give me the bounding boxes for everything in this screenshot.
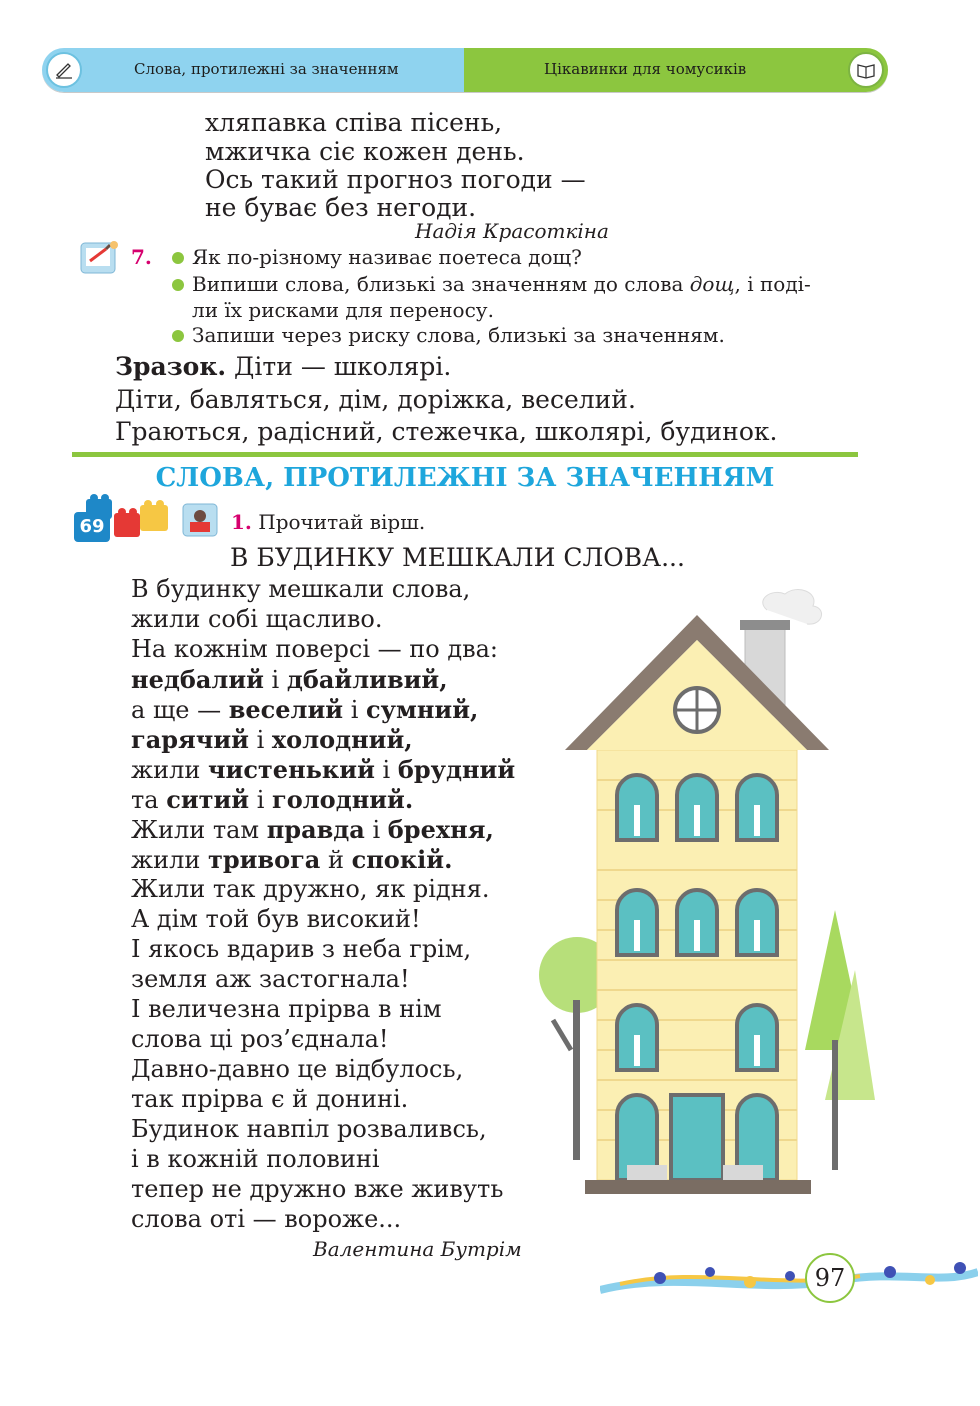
antonym-word: брехня, bbox=[387, 815, 494, 844]
antonym-word: недбалий bbox=[131, 665, 264, 694]
antonym-word: веселий bbox=[228, 695, 344, 724]
task-bullet-2-tail: , і поді- bbox=[734, 272, 811, 296]
poem-line bbox=[131, 725, 413, 754]
poem-text: і bbox=[343, 696, 367, 724]
house-illustration bbox=[535, 580, 875, 1230]
poem-text: Жили там bbox=[131, 816, 267, 844]
antonym-word: ситий bbox=[166, 785, 250, 814]
task-1-line bbox=[231, 510, 425, 534]
poem-line: хляпавка співа пісень, bbox=[205, 108, 503, 137]
poem-title: В БУДИНКУ МЕШКАЛИ СЛОВА... bbox=[230, 543, 685, 572]
poem-line bbox=[131, 665, 448, 694]
task-bullet-1: Як по-різному називає поетеса дощ? bbox=[192, 245, 582, 269]
writing-task-icon bbox=[78, 237, 122, 277]
poem-text: і bbox=[263, 666, 287, 694]
poem-line: жили собі щасливо. bbox=[131, 605, 383, 633]
antonym-word: правда bbox=[266, 815, 365, 844]
section-title: СЛОВА, ПРОТИЛЕЖНІ ЗА ЗНАЧЕННЯМ bbox=[155, 463, 775, 493]
poem-author: Надія Красоткіна bbox=[415, 219, 609, 243]
antonym-word: голодний bbox=[272, 785, 405, 814]
bullet-icon bbox=[172, 252, 184, 264]
poem-line: тепер не дружно вже живуть bbox=[131, 1175, 504, 1203]
poem-author: Валентина Бутрім bbox=[313, 1237, 522, 1261]
poem-text: і bbox=[374, 756, 398, 784]
poem-line bbox=[131, 755, 515, 784]
poem-text: та bbox=[131, 786, 167, 814]
poem-line: І величезна прірва в нім bbox=[131, 995, 442, 1023]
page-header bbox=[42, 48, 888, 92]
task-bullet-3: Запиши через риску слова, близькі за значенням. bbox=[192, 323, 725, 347]
poem-line: В будинку мешкали слова, bbox=[131, 575, 471, 603]
poem-text: жили bbox=[131, 756, 208, 784]
task-number: 1. bbox=[231, 510, 252, 534]
poem-line: слова ці роз’єднала! bbox=[131, 1025, 389, 1053]
antonym-word: брудний bbox=[397, 755, 516, 784]
section-divider bbox=[72, 452, 858, 457]
task-1-text: Прочитай вірш. bbox=[251, 510, 426, 534]
open-book-icon bbox=[848, 52, 884, 88]
header-left-label: Слова, протилежні за значенням bbox=[134, 60, 399, 78]
poem-text: а ще — bbox=[131, 696, 229, 724]
antonym-word: чистенький bbox=[207, 755, 375, 784]
poem-line: Давно-давно це відбулось, bbox=[131, 1055, 464, 1083]
antonym-word: спокій. bbox=[351, 845, 453, 874]
task-number: 7. bbox=[131, 245, 152, 269]
example-line bbox=[115, 352, 451, 381]
bullet-icon bbox=[172, 330, 184, 342]
poem-line: На кожнім поверсі — по два: bbox=[131, 635, 499, 663]
poem-line: Жили так дружно, як рідня. bbox=[131, 875, 490, 903]
pen-writing-icon bbox=[46, 52, 82, 88]
poem-text: і bbox=[249, 786, 273, 814]
poem-line: так прірва є й донині. bbox=[131, 1085, 409, 1113]
task-bullet-2 bbox=[192, 272, 811, 296]
poem-line: не буває без негоди. bbox=[205, 193, 477, 222]
poem-line: і в кожній половині bbox=[131, 1145, 380, 1173]
flowers-decoration bbox=[600, 1250, 978, 1306]
task-bullet-2-word: дощ bbox=[689, 272, 735, 296]
exercise-line: Граються, радісний, стежечка, школярі, будинок. bbox=[115, 417, 778, 446]
poem-line: А дім той був високий! bbox=[131, 905, 421, 933]
poem-line: слова оті — вороже... bbox=[131, 1205, 402, 1233]
antonym-word: дбайливий, bbox=[286, 665, 448, 694]
poem-line: земля аж застогнала! bbox=[131, 965, 410, 993]
page-number: 97 bbox=[805, 1253, 855, 1303]
lesson-number-badge: 69 bbox=[74, 512, 110, 542]
poem-line: мжичка сіє кожен день. bbox=[205, 137, 525, 166]
poem-line: Будинок навпіл розваливсь, bbox=[131, 1115, 487, 1143]
reading-task-icon bbox=[180, 500, 222, 540]
poem-text: й bbox=[320, 846, 352, 874]
exercise-line: Діти, бавляться, дім, доріжка, веселий. bbox=[115, 385, 636, 414]
antonym-word: гарячий bbox=[131, 725, 249, 754]
poem-line: І якось вдарив з неба грім, bbox=[131, 935, 472, 963]
poem-line: Ось такий прогноз погоди — bbox=[205, 165, 586, 194]
antonym-word: тривога bbox=[207, 845, 321, 874]
poem-text: і bbox=[248, 726, 272, 754]
poem-text: і bbox=[364, 816, 388, 844]
antonym-word: сумний, bbox=[366, 695, 479, 724]
header-left-section bbox=[42, 48, 464, 92]
task-bullet-2-text: Випиши слова, близькі за значенням до слова bbox=[192, 272, 690, 296]
poem-line: та ситий і голодний. bbox=[131, 785, 414, 814]
poem-line bbox=[131, 815, 494, 844]
antonym-word: холодний, bbox=[271, 725, 413, 754]
example-label: Зразок. bbox=[115, 352, 227, 381]
task-bullet-2-continued: ли їх рисками для переносу. bbox=[192, 298, 494, 322]
poem-text: жили bbox=[131, 846, 208, 874]
bullet-icon bbox=[172, 279, 184, 291]
poem-line bbox=[131, 695, 478, 724]
example-text: Діти — школярі. bbox=[226, 352, 452, 381]
header-right-label: Цікавинки для чомусиків bbox=[544, 60, 747, 78]
poem-line bbox=[131, 845, 452, 874]
header-right-section bbox=[464, 48, 888, 92]
